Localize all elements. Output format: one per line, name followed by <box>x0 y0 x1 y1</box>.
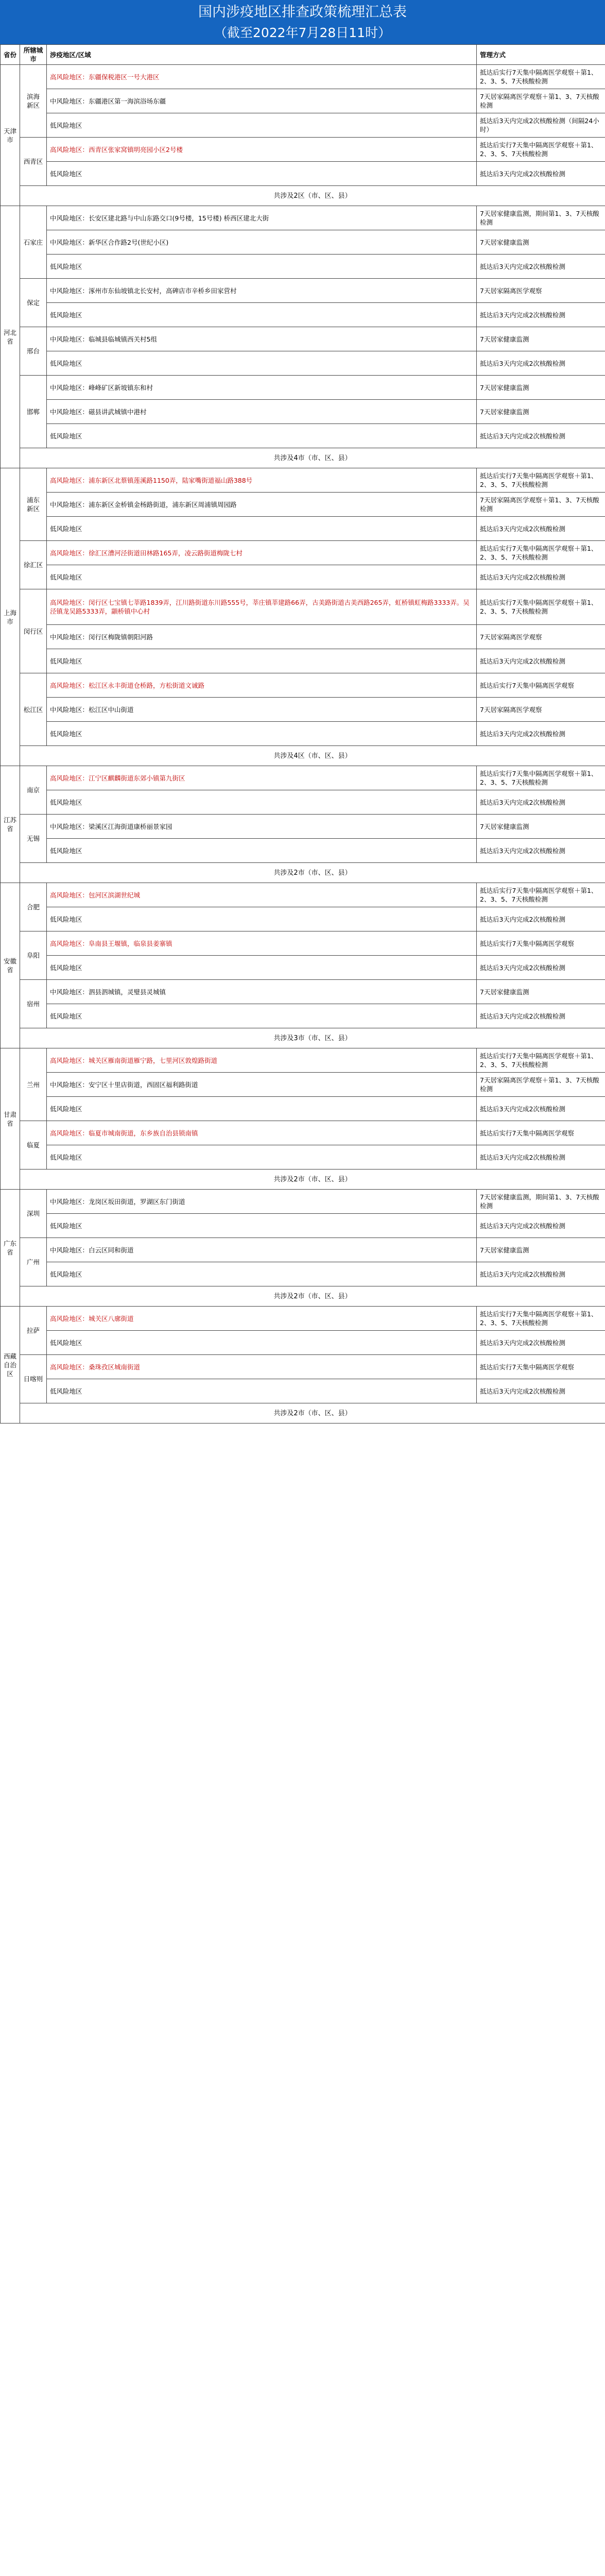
city-cell: 闵行区 <box>20 589 47 673</box>
summary-cell: 共涉及3市（市、区、县） <box>20 1028 605 1048</box>
policy-cell: 抵达后3天内完成2次核酸检测 <box>477 649 605 673</box>
table-row <box>1 907 605 931</box>
area-cell: 低风险地区 <box>47 1004 477 1028</box>
policy-cell: 抵达后实行7天集中隔离医学观察＋第1、2、3、5、7天核酸检测 <box>477 766 605 790</box>
province-cell: 甘肃 省 <box>1 1048 20 1190</box>
policy-cell: 抵达后3天内完成2次核酸检测 <box>477 839 605 863</box>
policy-cell: 7天居家健康监测 <box>477 980 605 1004</box>
table-row <box>1 1355 605 1379</box>
policy-cell: 抵达后3天内完成2次核酸检测 <box>477 565 605 589</box>
table-row <box>1 1379 605 1403</box>
area-cell: 低风险地区 <box>47 303 477 327</box>
policy-cell: 抵达后3天内完成2次核酸检测 <box>477 1331 605 1355</box>
province-cell: 江苏 省 <box>1 766 20 883</box>
table-row <box>1 279 605 303</box>
table-row <box>1 1004 605 1028</box>
summary-cell: 共涉及2市（市、区、县） <box>20 1403 605 1423</box>
city-cell: 兰州 <box>20 1048 47 1121</box>
policy-cell: 抵达后3天内完成2次核酸检测 <box>477 255 605 279</box>
table-row <box>1 400 605 424</box>
area-cell: 高风险地区：东疆保税港区一号大港区 <box>47 65 477 89</box>
table-row <box>1 468 605 493</box>
policy-cell: 7天居家健康监测 <box>477 815 605 839</box>
policy-cell: 抵达后实行7天集中隔离医学观察＋第1、2、3、5、7天核酸检测 <box>477 1307 605 1331</box>
policy-cell: 7天居家健康监测，期间第1、3、7天核酸检测 <box>477 206 605 230</box>
table-row <box>1 698 605 722</box>
area-cell: 中风险地区：梁溪区江海街道康桥丽景家园 <box>47 815 477 839</box>
area-cell: 中风险地区：涿州市东仙坡镇北长安村，高碑店市辛桥乡田家营村 <box>47 279 477 303</box>
policy-cell: 抵达后3天内完成2次核酸检测 <box>477 351 605 376</box>
area-cell: 低风险地区 <box>47 1145 477 1170</box>
table-row <box>1 376 605 400</box>
table-row <box>1 162 605 186</box>
table-row <box>1 1238 605 1262</box>
table-row <box>1 815 605 839</box>
policy-cell: 7天居家健康监测 <box>477 230 605 255</box>
policy-cell: 抵达后实行7天集中隔离医学观察 <box>477 1121 605 1145</box>
area-cell: 高风险地区：城关区八廓街道 <box>47 1307 477 1331</box>
table-row <box>1 1121 605 1145</box>
table-header-row <box>1 45 605 65</box>
city-cell: 南京 <box>20 766 47 815</box>
policy-cell: 抵达后实行7天集中隔离医学观察＋第1、2、3、5、7天核酸检测 <box>477 541 605 565</box>
policy-cell: 抵达后实行7天集中隔离医学观察 <box>477 931 605 956</box>
area-cell: 高风险地区：松江区永丰街道仓桥路，方松街道文诚路 <box>47 673 477 698</box>
policy-cell: 抵达后3天内完成2次核酸检测（间隔24小时） <box>477 113 605 138</box>
table-row <box>1 839 605 863</box>
policy-cell: 7天居家健康监测，期间第1、3、7天核酸检测 <box>477 1190 605 1214</box>
policy-cell: 抵达后3天内完成2次核酸检测 <box>477 1262 605 1286</box>
area-cell: 高风险地区：浦东新区北蔡镇莲溪路1150弄，陆家嘴街道福山路388号 <box>47 468 477 493</box>
area-cell: 低风险地区 <box>47 1331 477 1355</box>
summary-cell: 共涉及2市（市、区、县） <box>20 1170 605 1190</box>
policy-cell: 抵达后实行7天集中隔离医学观察＋第1、2、3、5、7天核酸检测 <box>477 883 605 907</box>
province-cell: 河北 省 <box>1 206 20 468</box>
area-cell: 低风险地区 <box>47 1097 477 1121</box>
area-cell: 中风险地区：松江区中山街道 <box>47 698 477 722</box>
policy-cell: 抵达后3天内完成2次核酸检测 <box>477 303 605 327</box>
table-row <box>1 589 605 625</box>
table-row <box>1 1307 605 1331</box>
city-cell: 临夏 <box>20 1121 47 1170</box>
title-banner <box>0 0 605 44</box>
city-cell: 邢台 <box>20 327 47 376</box>
area-cell: 低风险地区 <box>47 1262 477 1286</box>
policy-cell: 抵达后实行7天集中隔离医学观察＋第1、2、3、5、7天核酸检测 <box>477 65 605 89</box>
page-subtitle: （截至2022年7月28日11时） <box>214 25 391 40</box>
policy-cell: 抵达后3天内完成2次核酸检测 <box>477 424 605 448</box>
summary-row <box>1 448 605 468</box>
policy-cell: 7天居家健康监测 <box>477 1238 605 1262</box>
table-row <box>1 541 605 565</box>
table-row <box>1 625 605 649</box>
area-cell: 低风险地区 <box>47 113 477 138</box>
area-cell: 低风险地区 <box>47 162 477 186</box>
area-cell: 低风险地区 <box>47 1214 477 1238</box>
policy-cell: 7天居家隔离医学观察＋第1、3、7天核酸检测 <box>477 1073 605 1097</box>
city-cell: 保定 <box>20 279 47 327</box>
area-cell: 中风险地区：浦东新区金桥镇金杨路街道，浦东新区周浦镇周园路 <box>47 493 477 517</box>
area-cell: 高风险地区：徐汇区漕河泾街道田林路165弄，凌云路街道梅陇七村 <box>47 541 477 565</box>
policy-cell: 抵达后3天内完成2次核酸检测 <box>477 1004 605 1028</box>
policy-cell: 7天居家健康监测 <box>477 376 605 400</box>
policy-cell: 7天居家隔离医学观察 <box>477 625 605 649</box>
summary-row <box>1 863 605 883</box>
table-row <box>1 1214 605 1238</box>
table-row <box>1 722 605 746</box>
table-row <box>1 1048 605 1073</box>
province-cell: 上海 市 <box>1 468 20 766</box>
area-cell: 高风险地区：城关区雁南街道雁宁路，七里河区敦煌路街道 <box>47 1048 477 1073</box>
table-row <box>1 1097 605 1121</box>
table-row <box>1 351 605 376</box>
area-cell: 中风险地区：峰峰矿区新坡镇东和村 <box>47 376 477 400</box>
summary-cell: 共涉及2市（市、区、县） <box>20 863 605 883</box>
policy-cell: 抵达后3天内完成2次核酸检测 <box>477 790 605 815</box>
table-row <box>1 138 605 162</box>
city-cell: 浦东 新区 <box>20 468 47 541</box>
table-row <box>1 1190 605 1214</box>
summary-cell: 共涉及2区（市、区、县） <box>20 186 605 206</box>
table-row <box>1 303 605 327</box>
area-cell: 低风险地区 <box>47 255 477 279</box>
area-cell: 低风险地区 <box>47 351 477 376</box>
area-cell: 高风险地区：江宁区麒麟街道东郊小镇第九街区 <box>47 766 477 790</box>
policy-cell: 抵达后3天内完成2次核酸检测 <box>477 517 605 541</box>
table-row <box>1 1262 605 1286</box>
province-cell: 安徽 省 <box>1 883 20 1048</box>
table-row <box>1 1145 605 1170</box>
policy-cell: 7天居家健康监测 <box>477 400 605 424</box>
city-cell: 阜阳 <box>20 931 47 980</box>
area-cell: 中风险地区：新华区合作路2号(世纪小区) <box>47 230 477 255</box>
area-cell: 中风险地区：泗县泗城镇，灵璧县灵城镇 <box>47 980 477 1004</box>
area-cell: 中风险地区：磁县讲武城镇中港村 <box>47 400 477 424</box>
area-cell: 中风险地区：长安区建北路与中山东路交口(9号楼，15号楼) 桥西区建北大街 <box>47 206 477 230</box>
table-row <box>1 206 605 230</box>
summary-cell: 共涉及2市（市、区、县） <box>20 1286 605 1307</box>
table-row <box>1 931 605 956</box>
city-cell: 松江区 <box>20 673 47 746</box>
city-cell: 徐汇区 <box>20 541 47 589</box>
summary-cell: 共涉及4市（市、区、县） <box>20 448 605 468</box>
city-cell: 邯郸 <box>20 376 47 448</box>
province-cell: 西藏 自治区 <box>1 1307 20 1423</box>
table-row <box>1 565 605 589</box>
area-cell: 低风险地区 <box>47 790 477 815</box>
policy-cell: 抵达后3天内完成2次核酸检测 <box>477 907 605 931</box>
area-cell: 中风险地区：龙岗区坂田街道，罗湖区东门街道 <box>47 1190 477 1214</box>
table-row <box>1 980 605 1004</box>
area-cell: 中风险地区：闵行区梅陇镇朝阳河路 <box>47 625 477 649</box>
area-cell: 高风险地区：桑珠孜区城南街道 <box>47 1355 477 1379</box>
summary-row <box>1 1286 605 1307</box>
policy-cell: 抵达后3天内完成2次核酸检测 <box>477 1214 605 1238</box>
table-row <box>1 517 605 541</box>
policy-cell: 抵达后实行7天集中隔离医学观察＋第1、2、3、5、7天核酸检测 <box>477 138 605 162</box>
summary-cell: 共涉及4区（市、区、县） <box>20 746 605 766</box>
policy-cell: 7天居家隔离医学观察 <box>477 279 605 303</box>
summary-row <box>1 746 605 766</box>
area-cell: 低风险地区 <box>47 649 477 673</box>
city-cell: 广州 <box>20 1238 47 1286</box>
area-cell: 低风险地区 <box>47 565 477 589</box>
policy-cell: 抵达后3天内完成2次核酸检测 <box>477 722 605 746</box>
city-cell: 合肥 <box>20 883 47 931</box>
summary-row <box>1 1170 605 1190</box>
area-cell: 低风险地区 <box>47 956 477 980</box>
city-cell: 石家庄 <box>20 206 47 279</box>
table-row <box>1 1331 605 1355</box>
table-row <box>1 649 605 673</box>
policy-cell: 抵达后实行7天集中隔离医学观察 <box>477 1355 605 1379</box>
table-row <box>1 1073 605 1097</box>
table-row <box>1 883 605 907</box>
policy-cell: 7天居家健康监测 <box>477 327 605 351</box>
table-row <box>1 230 605 255</box>
table-row <box>1 493 605 517</box>
header-policy: 管理方式 <box>477 45 605 65</box>
summary-row <box>1 1028 605 1048</box>
city-cell: 拉萨 <box>20 1307 47 1355</box>
header-city: 所辖城市 <box>20 45 47 65</box>
page-title: 国内涉疫地区排查政策梳理汇总表 <box>198 4 407 20</box>
policy-cell: 抵达后3天内完成2次核酸检测 <box>477 1379 605 1403</box>
city-cell: 无锡 <box>20 815 47 863</box>
header-area: 涉疫地区/区域 <box>47 45 477 65</box>
area-cell: 低风险地区 <box>47 839 477 863</box>
table-row <box>1 766 605 790</box>
city-cell: 日喀则 <box>20 1355 47 1403</box>
province-cell: 天津 市 <box>1 65 20 206</box>
policy-cell: 抵达后实行7天集中隔离医学观察 <box>477 673 605 698</box>
city-cell: 西青区 <box>20 138 47 186</box>
policy-cell: 抵达后实行7天集中隔离医学观察＋第1、2、3、5、7天核酸检测 <box>477 589 605 625</box>
area-cell: 中风险地区：安宁区十里店街道，西固区福利路街道 <box>47 1073 477 1097</box>
area-cell: 高风险地区：阜南县王堰镇，临泉县姜寨镇 <box>47 931 477 956</box>
table-row <box>1 424 605 448</box>
city-cell: 宿州 <box>20 980 47 1028</box>
area-cell: 高风险地区：西青区张家窝镇明亮园小区2号楼 <box>47 138 477 162</box>
policy-cell: 抵达后3天内完成2次核酸检测 <box>477 162 605 186</box>
area-cell: 高风险地区：临夏市城南街道，东乡族自治县锁南镇 <box>47 1121 477 1145</box>
area-cell: 低风险地区 <box>47 1379 477 1403</box>
table-row <box>1 327 605 351</box>
area-cell: 中风险地区：东疆港区第一海滨浴场东疆 <box>47 89 477 113</box>
policy-cell: 抵达后3天内完成2次核酸检测 <box>477 1097 605 1121</box>
policy-table <box>0 44 605 1423</box>
header-province: 省份 <box>1 45 20 65</box>
policy-cell: 抵达后实行7天集中隔离医学观察＋第1、2、3、5、7天核酸检测 <box>477 468 605 493</box>
area-cell: 低风险地区 <box>47 722 477 746</box>
city-cell: 深圳 <box>20 1190 47 1238</box>
policy-cell: 7天居家隔离医学观察＋第1、3、7天核酸检测 <box>477 493 605 517</box>
table-row <box>1 65 605 89</box>
table-row <box>1 113 605 138</box>
policy-cell: 7天居家隔离医学观察 <box>477 698 605 722</box>
table-row <box>1 89 605 113</box>
table-row <box>1 790 605 815</box>
table-row <box>1 255 605 279</box>
table-row <box>1 956 605 980</box>
table-row <box>1 673 605 698</box>
area-cell: 低风险地区 <box>47 907 477 931</box>
province-cell: 广东 省 <box>1 1190 20 1307</box>
area-cell: 低风险地区 <box>47 424 477 448</box>
policy-cell: 7天居家隔离医学观察＋第1、3、7天核酸检测 <box>477 89 605 113</box>
area-cell: 中风险地区：白云区同和街道 <box>47 1238 477 1262</box>
summary-row <box>1 186 605 206</box>
policy-cell: 抵达后3天内完成2次核酸检测 <box>477 1145 605 1170</box>
policy-cell: 抵达后3天内完成2次核酸检测 <box>477 956 605 980</box>
area-cell: 高风险地区：闵行区七宝镇七莘路1839弄，江川路街道东川路555号，莘庄镇莘建路66弄，古美路街道古美西路265弄，虹桥镇虹梅路3333弄。吴泾镇龙吴路5333弄，颛桥镇中心村 <box>47 589 477 625</box>
policy-cell: 抵达后实行7天集中隔离医学观察＋第1、2、3、5、7天核酸检测 <box>477 1048 605 1073</box>
city-cell: 滨海 新区 <box>20 65 47 138</box>
area-cell: 低风险地区 <box>47 517 477 541</box>
area-cell: 中风险地区：临城县临城镇西关村5组 <box>47 327 477 351</box>
area-cell: 高风险地区：包河区滨湖世纪城 <box>47 883 477 907</box>
summary-row <box>1 1403 605 1423</box>
